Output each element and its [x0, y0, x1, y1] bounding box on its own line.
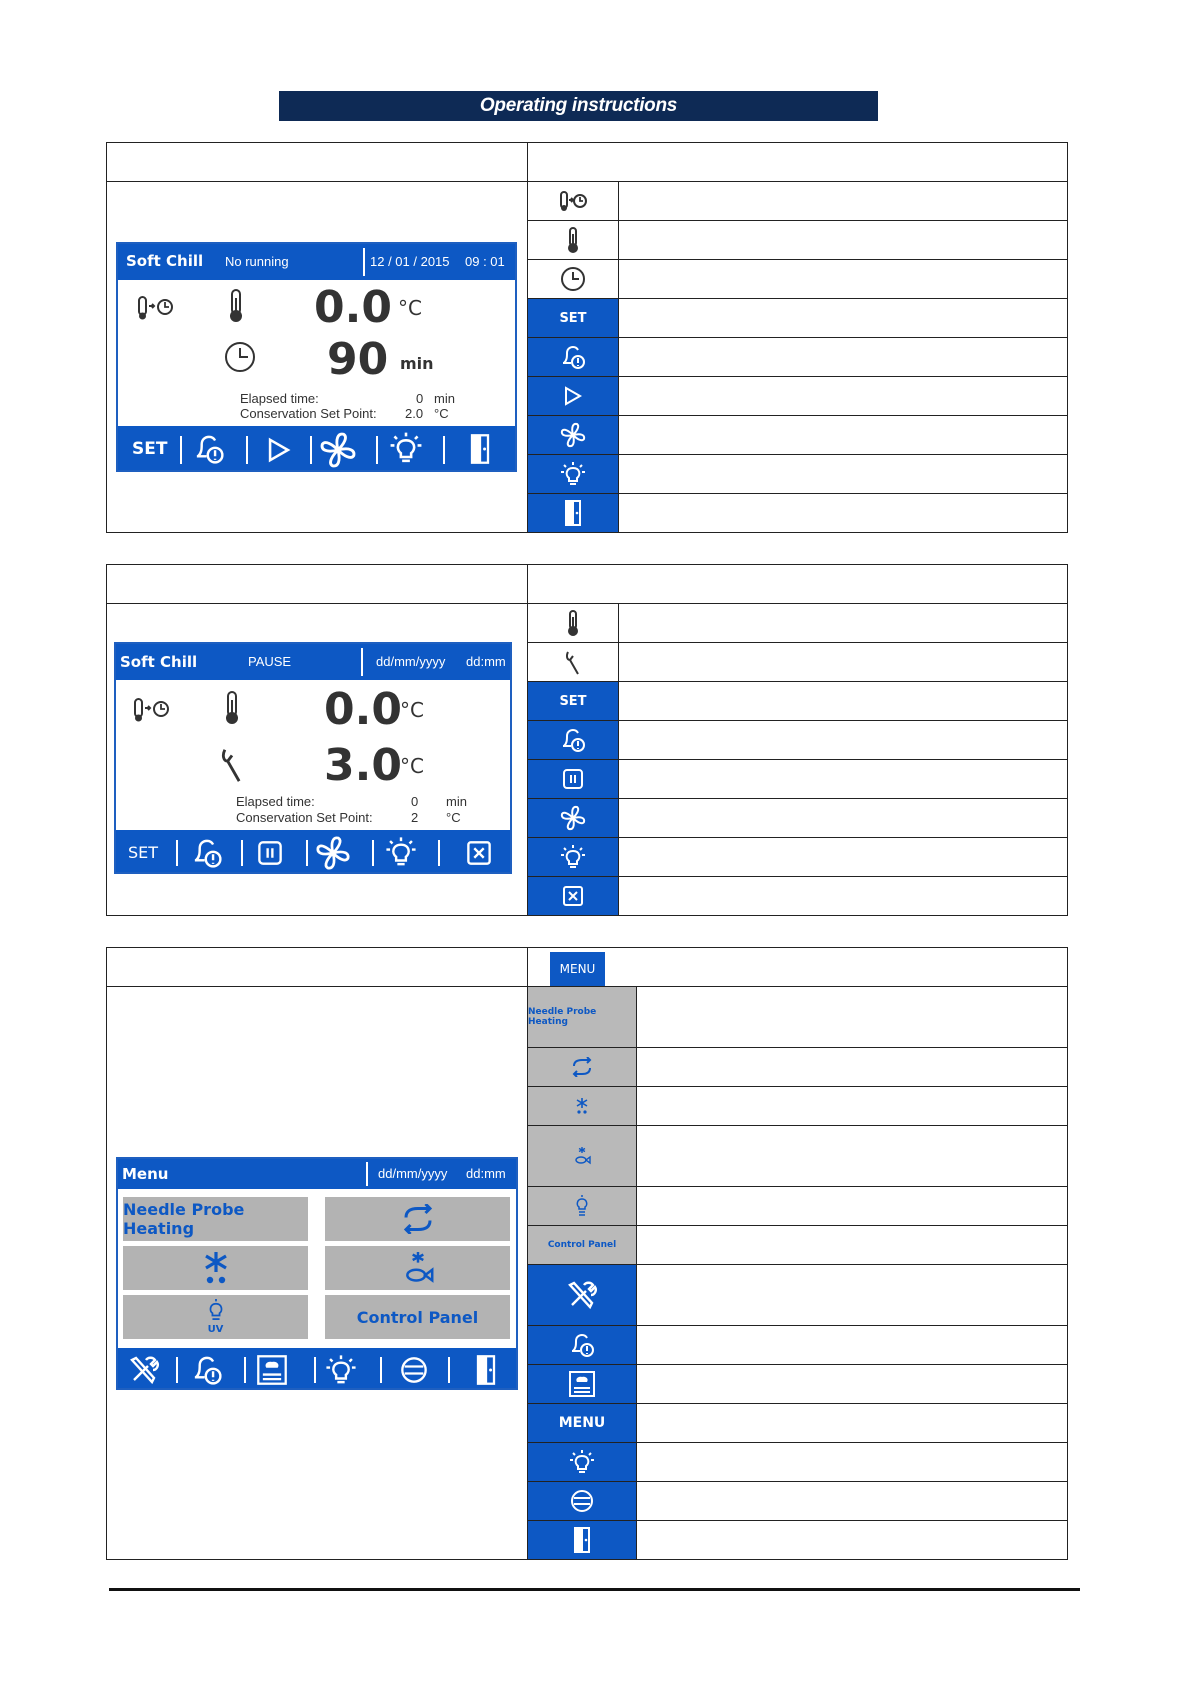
toolbar [116, 830, 510, 874]
alarm-bell-icon[interactable] [190, 1353, 224, 1390]
probe-timer-icon [136, 294, 176, 327]
menu-screen [116, 1157, 518, 1390]
fan-icon [528, 416, 618, 454]
probe-temperature-unit: °C [400, 754, 424, 778]
set-button[interactable]: SET [132, 439, 168, 459]
light-bulb-icon [528, 838, 618, 876]
elapsed-label: Elapsed time: [236, 794, 315, 809]
conservation-unit: °C [446, 810, 461, 825]
needle-probe-icon [528, 643, 618, 681]
time-unit: min [400, 354, 434, 373]
time-value: 90 [327, 334, 389, 385]
fan-button[interactable] [314, 834, 352, 874]
thermometer-icon [528, 221, 618, 259]
menu-toolbar [118, 1348, 516, 1390]
elapsed-unit: min [446, 794, 467, 809]
conservation-value: 2 [411, 810, 419, 825]
toolbar [118, 426, 515, 472]
tools-button[interactable] [128, 1354, 160, 1390]
temperature-value: 0.0 [324, 684, 402, 735]
alarm-bell-icon [528, 1326, 636, 1364]
time-display: 09 : 01 [465, 254, 505, 269]
thermometer-icon [528, 604, 618, 642]
soft-chill-screen-idle [116, 242, 517, 472]
footer-divider [109, 1588, 1080, 1591]
cycle-tile[interactable] [325, 1197, 510, 1241]
light-button[interactable] [388, 430, 424, 471]
compressor-button[interactable] [400, 1356, 428, 1389]
app-name: Soft Chill [120, 653, 198, 671]
menu-icon: MENU [528, 1404, 636, 1442]
needle-probe-icon [219, 744, 245, 789]
temperature-unit: °C [398, 296, 422, 320]
thermometer-icon [227, 288, 245, 329]
light-button[interactable] [384, 835, 418, 874]
temperature-value: 0.0 [314, 282, 392, 333]
temperature-unit: °C [400, 698, 424, 722]
conservation-label: Conservation Set Point: [240, 406, 377, 421]
probe-temperature-value: 3.0 [324, 740, 402, 791]
conservation-unit: °C [434, 406, 449, 421]
needle-probe-heating-icon: Needle Probe Heating [528, 987, 636, 1047]
elapsed-label: Elapsed time: [240, 391, 319, 406]
door-button[interactable] [468, 433, 492, 470]
needle-probe-heating-tile[interactable]: Needle Probe Heating [123, 1197, 308, 1241]
date-display: dd/mm/yyyy [378, 1166, 448, 1181]
fan-button[interactable] [318, 430, 358, 472]
soft-chill-screen-pause [114, 642, 512, 874]
tools-icon [528, 1265, 636, 1325]
play-icon [528, 377, 618, 415]
thermometer-icon [223, 690, 241, 731]
conservation-value: 2.0 [405, 406, 424, 421]
date-display: dd/mm/yyyy [376, 654, 446, 669]
alarm-bell-icon [528, 338, 618, 376]
set-icon: SET [528, 682, 618, 720]
elapsed-value: 0 [411, 794, 419, 809]
recipe-book-button[interactable] [256, 1354, 288, 1390]
door-icon [528, 1521, 636, 1559]
app-name: Soft Chill [126, 252, 204, 270]
time-display: dd:mm [466, 654, 506, 669]
menu-title: Menu [122, 1165, 169, 1183]
alarm-bell-icon[interactable] [192, 432, 226, 471]
probe-timer-icon [528, 182, 618, 220]
elapsed-unit: min [434, 391, 455, 406]
fan-icon [528, 799, 618, 837]
status-bar [118, 244, 515, 280]
status-bar [116, 644, 510, 680]
control-panel-icon: Control Panel [528, 1226, 636, 1264]
alarm-bell-icon [528, 721, 618, 759]
conservation-label: Conservation Set Point: [236, 810, 373, 825]
menu-header [118, 1159, 516, 1189]
close-button[interactable] [466, 840, 492, 871]
run-status: No running [225, 254, 289, 269]
compressor-icon [528, 1482, 636, 1520]
control-panel-tile[interactable]: Control Panel [325, 1295, 510, 1339]
alarm-bell-icon[interactable] [190, 836, 224, 874]
set-button[interactable]: SET [128, 843, 159, 862]
page-title: Operating instructions [479, 95, 678, 116]
set-icon: SET [528, 299, 618, 337]
clock-icon [528, 260, 618, 298]
light-bulb-icon [528, 1443, 636, 1481]
play-button[interactable] [265, 436, 293, 469]
clock-icon [223, 340, 257, 379]
fish-freeze-icon [528, 1126, 636, 1186]
uv-lamp-icon [528, 1187, 636, 1225]
defrost-tile[interactable] [123, 1246, 308, 1290]
pause-button[interactable] [257, 840, 283, 871]
run-status: PAUSE [248, 654, 292, 669]
recipe-book-icon [528, 1365, 636, 1403]
fish-freeze-tile[interactable] [325, 1246, 510, 1290]
elapsed-value: 0 [416, 391, 424, 406]
menu-tab: MENU [550, 952, 605, 986]
uv-lamp-tile[interactable]: UV [123, 1295, 308, 1339]
light-bulb-icon [528, 455, 618, 493]
pause-icon [528, 760, 618, 798]
door-button[interactable] [474, 1354, 498, 1390]
door-icon [528, 494, 618, 532]
date-display: 12 / 01 / 2015 [370, 254, 450, 269]
probe-timer-icon [132, 696, 172, 729]
light-button[interactable] [324, 1353, 358, 1390]
defrost-icon [528, 1087, 636, 1125]
cycle-icon [528, 1048, 636, 1086]
close-icon [528, 877, 618, 915]
page-header [279, 91, 878, 121]
time-display: dd:mm [466, 1166, 506, 1181]
